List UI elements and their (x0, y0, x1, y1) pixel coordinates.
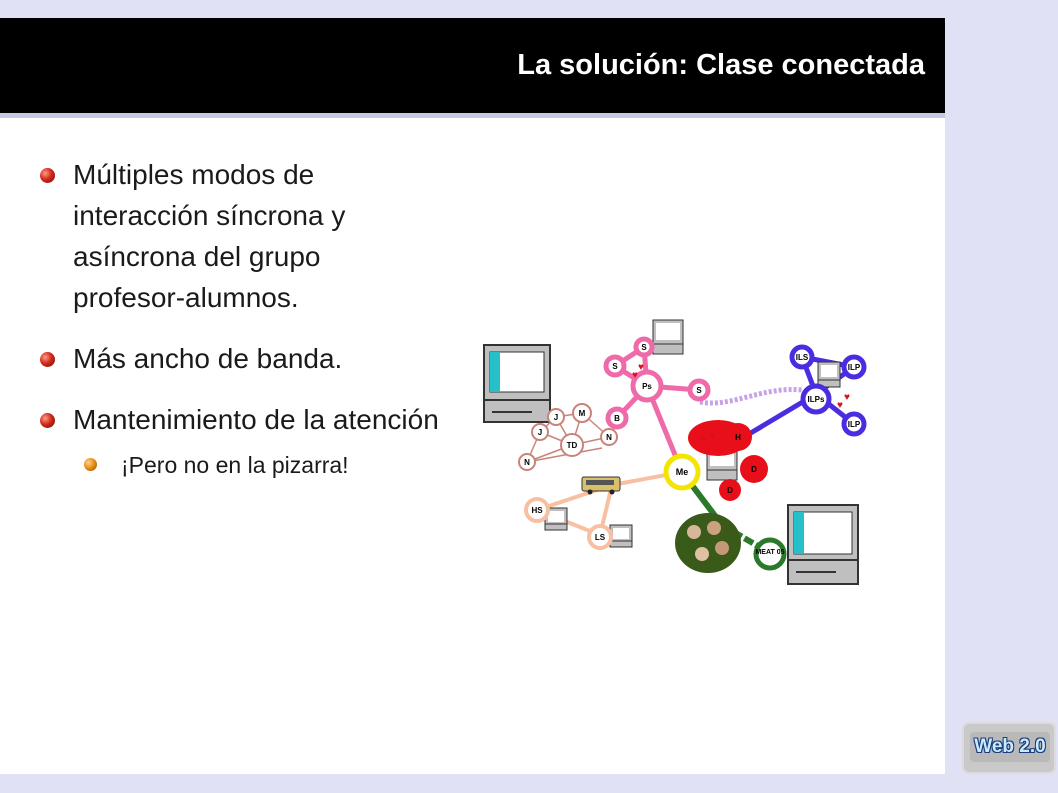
node-label: ILP (847, 420, 861, 429)
node-label: ILP (847, 363, 861, 372)
node-label: Me (675, 467, 689, 477)
computer-icon (610, 525, 632, 547)
bullet-text: Mantenimiento de la atención (73, 404, 439, 435)
sub-bullet-text: ¡Pero no en la pizarra! (121, 452, 349, 478)
bullet-icon (40, 413, 55, 428)
node-label: TD (566, 441, 578, 450)
node-label: LS (594, 533, 606, 542)
node-label: S (641, 343, 647, 352)
node-label: N (606, 433, 612, 442)
node-label: J (553, 413, 559, 422)
node-label: MEAT 05 (755, 549, 785, 556)
bullet-item (40, 338, 440, 379)
bus-icon (582, 477, 620, 495)
node-label: ILS (795, 353, 809, 362)
node-label: Ps (642, 382, 652, 391)
node-label: B (614, 414, 620, 423)
node-label: S (696, 386, 702, 395)
node-label: M (578, 409, 586, 418)
badge-label: Web 2.0 (970, 732, 1050, 762)
node-label: D (727, 486, 733, 495)
svg-text:♥: ♥ (837, 400, 843, 411)
node-label: D (751, 465, 757, 474)
bullet-text: Más ancho de banda. (73, 343, 343, 374)
node-label: S (612, 362, 618, 371)
bullet-list (40, 154, 440, 480)
title-bar (0, 18, 945, 118)
computer-icon (653, 320, 683, 354)
svg-text:♥: ♥ (709, 431, 715, 442)
bullet-text: Múltiples modos de interacción síncrona y asíncrona del grupo profesor-alumnos. (73, 159, 346, 313)
sub-bullet-item (84, 450, 440, 480)
network-diagram (482, 300, 882, 600)
sub-bullet-icon (84, 458, 97, 471)
svg-text:♥: ♥ (844, 392, 850, 403)
bullet-icon (40, 168, 55, 183)
svg-text:♥: ♥ (632, 370, 638, 381)
node-label: N (524, 458, 530, 467)
computer-icon (484, 345, 550, 422)
node-label: J (537, 428, 543, 437)
node-label: HS (531, 506, 543, 515)
computer-icon (818, 362, 840, 387)
slide-title: La solución: Clase conectada (517, 49, 925, 81)
bullet-item (40, 399, 440, 440)
svg-text:♥: ♥ (638, 362, 644, 373)
web20-badge (962, 722, 1056, 774)
node-label: H (735, 433, 741, 442)
bullet-icon (40, 352, 55, 367)
computer-icon (788, 505, 858, 584)
people-photo (675, 513, 741, 573)
bullet-item (40, 154, 440, 318)
node-label: ILPs (807, 395, 825, 404)
svg-text:♥: ♥ (700, 434, 706, 445)
